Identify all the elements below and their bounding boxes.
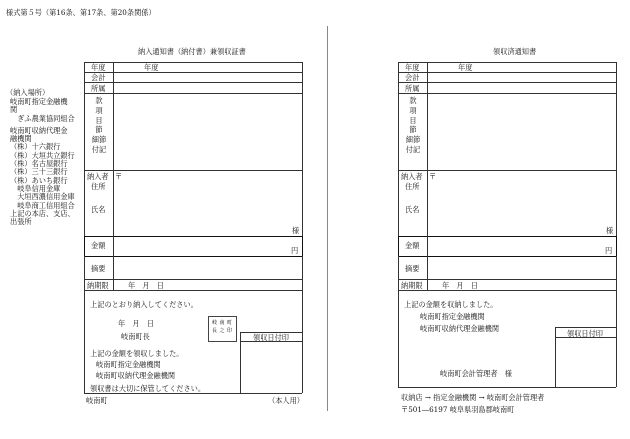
right-rule: [398, 82, 616, 83]
payee-line: 融機関: [10, 133, 32, 143]
left-rule: [84, 236, 85, 256]
right-rule: [398, 170, 616, 171]
right-footer-address: 〒501―6197 岐阜県羽島郡岐南町: [401, 405, 515, 414]
right-rule: [398, 62, 616, 63]
right-nendo-label: 年度: [405, 63, 420, 72]
right-rule: [398, 62, 399, 387]
right-receipt-stamp-label: 領収日付印: [567, 329, 603, 338]
right-footer-flow: 収納店 → 指定金融機関 → 岐南町会計管理者: [401, 393, 545, 402]
right-bank2: 岐南町収納代理金融機関: [420, 324, 500, 333]
payee-line: （株）十六銀行: [10, 142, 61, 152]
left-kaikei-label: 会計: [91, 73, 106, 82]
right-postal-mark: 〒: [429, 172, 437, 181]
left-rule: [84, 290, 302, 291]
right-rule: [398, 279, 616, 280]
right-rule: [398, 93, 616, 94]
svg-text:長: 長: [212, 328, 218, 334]
left-bank2: 岐南町収納代理金融機関: [96, 371, 176, 380]
right-shimei-label: 氏名: [405, 205, 420, 214]
left-rule: [84, 72, 302, 73]
right-notice-line1: 上記の金額を収納しました。: [404, 300, 498, 309]
payee-line: 出張所: [10, 217, 32, 227]
payee-line: 岐阜商工信用組合: [10, 200, 75, 210]
left-kigen-label: 納期限: [87, 281, 109, 290]
right-kaikei-label: 会計: [405, 73, 420, 82]
right-rule: [427, 62, 428, 290]
left-rule: [84, 279, 302, 280]
left-footer-left: 岐南町: [86, 396, 108, 405]
right-rule: [398, 290, 616, 291]
payee-line: 大垣西濃信用金庫: [10, 192, 75, 202]
payee-line: （株）あいち銀行: [10, 175, 68, 185]
left-rule: [84, 256, 302, 257]
right-kigen-value: 年 月 日: [442, 281, 478, 290]
right-shozoku-label: 所属: [405, 84, 420, 93]
left-nendo-label: 年度: [91, 63, 106, 72]
mayor-name: 岐南町長: [121, 332, 150, 341]
svg-text:岐: 岐: [212, 320, 218, 326]
svg-text:町: 町: [227, 320, 233, 326]
left-rule: [84, 62, 85, 393]
payee-heading: （納入場所）: [6, 88, 50, 97]
left-rule: [84, 93, 302, 94]
left-nonyusha-label: 納入者: [87, 172, 109, 181]
right-rule: [398, 236, 399, 256]
right-tekiyo-label: 摘要: [405, 264, 420, 273]
right-nendo-value: 年度: [458, 63, 473, 72]
left-footer-right: （本人用）: [268, 396, 304, 405]
left-rule: [84, 82, 302, 83]
payee-line: 岐阜信用金庫: [10, 184, 61, 193]
left-rule: [84, 62, 302, 63]
right-nonyusha-label: 納入者: [401, 172, 423, 181]
left-rule: [113, 62, 114, 290]
left-notice-date: 年 月 日: [118, 319, 154, 328]
right-yen: 円: [605, 246, 613, 255]
payee-line: 岐南町指定金融機: [10, 97, 68, 106]
left-postal-mark: 〒: [115, 172, 123, 181]
payee-line: （株）三十三銀行: [10, 167, 68, 177]
left-title: 納入通知書（納付書）兼領収証書: [138, 47, 246, 56]
svg-text:印: 印: [227, 328, 233, 334]
left-keep-note: 領収書は大切に保管してください。: [90, 384, 206, 393]
left-tekiyo-label: 摘要: [91, 264, 106, 273]
left-receipt-stamp-label: 領収日付印: [253, 333, 289, 342]
right-budget-labels: 款 項 目 節 細節 付記: [405, 96, 421, 154]
left-bank1: 岐南町指定金融機関: [96, 360, 161, 369]
left-nendo-value: 年度: [144, 63, 159, 72]
left-notice-line2: 上記の金額を領収しました。: [90, 349, 184, 358]
svg-text:之: 之: [219, 328, 225, 334]
left-kingaku-label: 金額: [91, 241, 106, 250]
right-rule: [398, 72, 616, 73]
right-rule: [616, 236, 617, 256]
payee-line: 関: [10, 105, 18, 115]
right-sama: 様: [606, 226, 614, 235]
payee-line: （株）大垣共立銀行: [10, 150, 75, 160]
left-shozoku-label: 所属: [91, 84, 106, 93]
right-jusho-label: 住所: [405, 182, 420, 191]
seal-icon: [210, 318, 235, 338]
right-kingaku-label: 金額: [405, 241, 420, 250]
left-jusho-label: 住所: [91, 182, 106, 191]
right-title: 領収済通知書: [493, 47, 537, 56]
left-notice-line1: 上記のとおり納入してください。: [90, 300, 198, 309]
left-shimei-label: 氏名: [91, 205, 106, 214]
svg-text:南: 南: [219, 320, 225, 326]
right-rule: [398, 236, 616, 237]
left-yen: 円: [291, 246, 299, 255]
form-number: 様式第５号（第16条、第17条、第20条関係）: [6, 8, 156, 17]
payee-line: 岐南町収納代理金: [10, 125, 68, 135]
center-divider: [327, 26, 328, 411]
payee-line: 上記の本店、支店、: [10, 209, 75, 219]
right-kigen-label: 納期限: [401, 281, 423, 290]
left-rule: [84, 170, 302, 171]
payee-line: （株）名古屋銀行: [10, 158, 68, 168]
right-bank1: 岐南町指定金融機関: [420, 312, 485, 321]
right-rule: [398, 256, 616, 257]
mayor-seal: [208, 316, 237, 342]
left-rule: [84, 236, 302, 237]
left-budget-labels: 款 項 目 節 細節 付記: [91, 96, 107, 154]
left-rule: [302, 236, 303, 256]
left-sama: 様: [292, 226, 300, 235]
treasurer: 岐南町会計管理者 様: [440, 369, 512, 378]
payee-line: ぎふ農業協同組合: [10, 113, 75, 123]
left-kigen-value: 年 月 日: [128, 281, 164, 290]
